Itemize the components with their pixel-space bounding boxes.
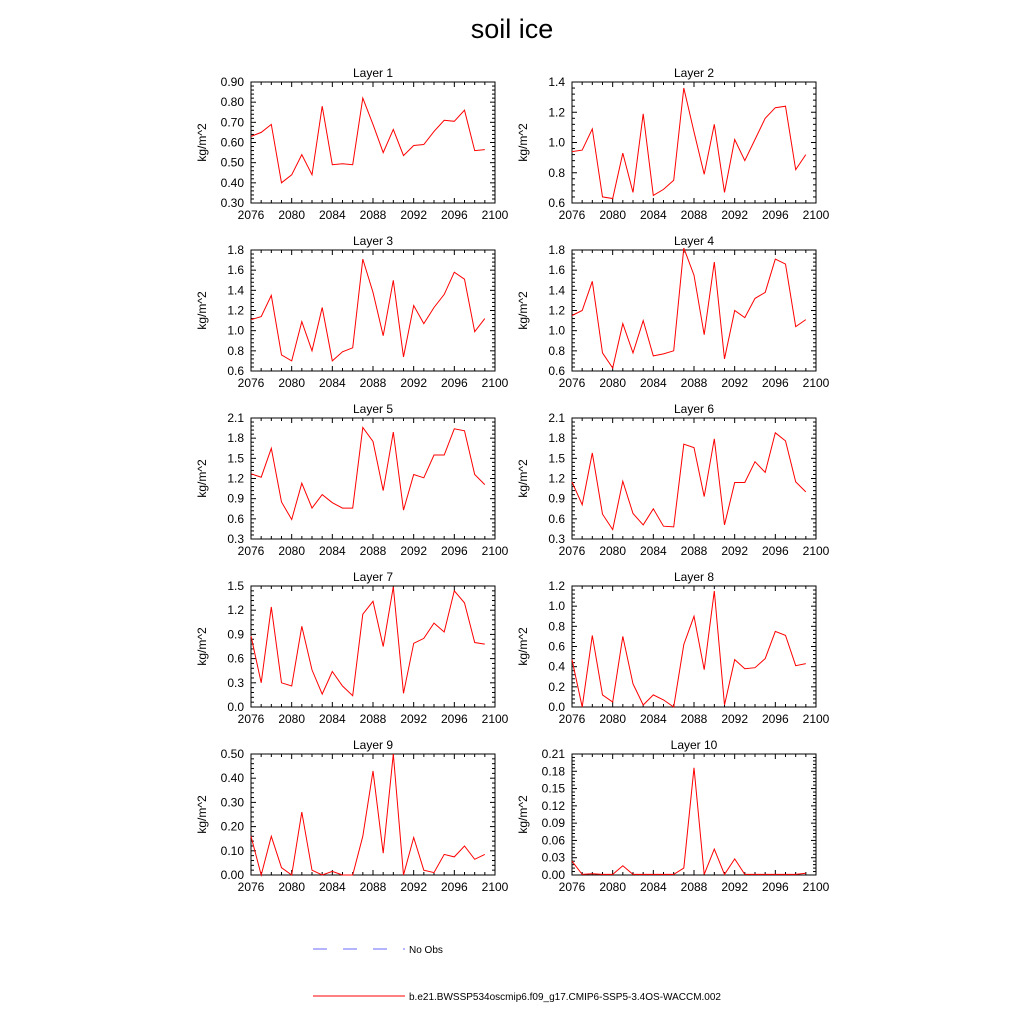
y-axis-label: kg/m^2	[516, 795, 530, 834]
y-tick-label: 0.18	[541, 764, 565, 779]
x-tick-label: 2100	[802, 208, 830, 222]
x-tick-label: 2088	[359, 376, 387, 390]
x-tick-label: 2096	[440, 544, 468, 558]
x-tick-label: 2092	[400, 712, 428, 726]
y-axis-label: kg/m^2	[195, 123, 209, 162]
series-line	[251, 98, 485, 183]
x-tick-label: 2076	[558, 376, 586, 390]
y-tick-label: 1.0	[227, 323, 244, 338]
chart-panel-4	[516, 234, 830, 390]
y-tick-label: 0.0	[227, 700, 244, 714]
x-tick-label: 2096	[761, 544, 789, 558]
y-tick-label: 0.8	[227, 343, 244, 358]
y-tick-label: 0.40	[220, 771, 244, 786]
x-tick-label: 2092	[721, 208, 749, 222]
chart-panel-9	[195, 738, 509, 894]
x-tick-label: 2092	[400, 544, 428, 558]
x-tick-label: 2084	[639, 376, 667, 390]
y-axis-label: kg/m^2	[195, 795, 209, 834]
figure-title: soil ice	[470, 14, 554, 44]
panel-title: Layer 4	[673, 234, 715, 248]
x-tick-label: 2088	[680, 376, 708, 390]
y-tick-label: 0.03	[541, 850, 565, 865]
x-tick-label: 2084	[639, 544, 667, 558]
x-tick-label: 2080	[278, 880, 306, 894]
y-tick-label: 0.3	[227, 532, 244, 546]
x-tick-label: 2100	[802, 712, 830, 726]
y-tick-label: 0.8	[548, 165, 565, 180]
y-tick-label: 0.9	[227, 491, 244, 506]
y-tick-label: 1.5	[227, 451, 244, 466]
y-tick-label: 2.1	[548, 411, 565, 425]
x-tick-label: 2092	[721, 544, 749, 558]
y-tick-label: 0.0	[548, 700, 565, 714]
y-tick-label: 1.0	[548, 599, 565, 614]
y-tick-label: 1.2	[548, 303, 565, 318]
x-tick-label: 2088	[680, 208, 708, 222]
x-tick-label: 2084	[318, 544, 346, 558]
plot-frame	[251, 586, 495, 707]
x-tick-label: 2088	[359, 880, 387, 894]
panel-title: Layer 2	[673, 66, 715, 80]
y-tick-label: 1.6	[227, 263, 244, 278]
x-tick-label: 2080	[599, 880, 627, 894]
y-tick-label: 0.12	[541, 798, 565, 813]
y-tick-label: 0.00	[541, 868, 565, 882]
x-tick-label: 2076	[558, 880, 586, 894]
panel-title: Layer 5	[352, 402, 394, 416]
y-tick-label: 0.30	[220, 795, 244, 810]
y-tick-label: 0.60	[220, 135, 244, 150]
y-tick-label: 1.2	[548, 579, 565, 593]
panel-title: Layer 7	[352, 570, 394, 584]
x-tick-label: 2080	[278, 544, 306, 558]
y-tick-label: 0.4	[548, 659, 565, 674]
y-tick-label: 2.1	[227, 411, 244, 425]
y-tick-label: 0.6	[227, 511, 244, 526]
x-tick-label: 2092	[400, 376, 428, 390]
y-tick-label: 1.8	[548, 431, 565, 446]
series-line	[251, 754, 485, 875]
y-tick-label: 1.0	[548, 323, 565, 338]
y-tick-label: 0.6	[548, 364, 565, 378]
y-tick-label: 1.5	[548, 451, 565, 466]
y-tick-label: 0.21	[541, 747, 565, 761]
y-tick-label: 1.2	[548, 471, 565, 486]
x-tick-label: 2084	[318, 712, 346, 726]
x-tick-label: 2076	[237, 376, 265, 390]
x-tick-label: 2092	[400, 208, 428, 222]
x-tick-label: 2084	[639, 208, 667, 222]
x-tick-label: 2096	[761, 208, 789, 222]
panel-title: Layer 3	[352, 234, 394, 248]
y-axis-label: kg/m^2	[516, 627, 530, 666]
x-tick-label: 2076	[237, 208, 265, 222]
plot-frame	[572, 250, 816, 371]
x-tick-label: 2084	[318, 208, 346, 222]
series-line	[251, 259, 485, 361]
y-tick-label: 0.30	[220, 196, 244, 210]
y-tick-label: 0.6	[227, 651, 244, 666]
x-tick-label: 2100	[802, 880, 830, 894]
x-tick-label: 2096	[440, 712, 468, 726]
x-tick-label: 2100	[802, 544, 830, 558]
x-tick-label: 2092	[400, 880, 428, 894]
series-line	[251, 427, 485, 519]
plot-frame	[251, 82, 495, 203]
chart-panel-6	[516, 402, 830, 558]
y-tick-label: 1.2	[227, 471, 244, 486]
x-tick-label: 2080	[278, 712, 306, 726]
x-tick-label: 2100	[481, 376, 509, 390]
y-tick-label: 1.2	[548, 105, 565, 120]
y-tick-label: 0.9	[548, 491, 565, 506]
x-tick-label: 2100	[481, 544, 509, 558]
x-tick-label: 2088	[680, 544, 708, 558]
chart-panel-8	[516, 570, 830, 726]
chart-panel-2	[516, 66, 830, 222]
x-tick-label: 2084	[318, 880, 346, 894]
x-tick-label: 2080	[599, 544, 627, 558]
y-axis-label: kg/m^2	[195, 459, 209, 498]
x-tick-label: 2096	[761, 880, 789, 894]
x-tick-label: 2076	[558, 208, 586, 222]
legend-model-label: b.e21.BWSSP534oscmip6.f09_g17.CMIP6-SSP5-3.4OS-WACCM.002	[409, 992, 721, 1003]
plot-frame	[572, 82, 816, 203]
y-tick-label: 1.4	[548, 75, 565, 89]
x-tick-label: 2096	[440, 880, 468, 894]
y-axis-label: kg/m^2	[195, 627, 209, 666]
panel-title: Layer 10	[670, 738, 718, 752]
x-tick-label: 2092	[721, 880, 749, 894]
y-tick-label: 0.15	[541, 781, 565, 796]
x-tick-label: 2088	[359, 208, 387, 222]
plot-frame	[251, 418, 495, 539]
plot-frame	[251, 250, 495, 371]
x-tick-label: 2088	[359, 544, 387, 558]
x-tick-label: 2080	[599, 376, 627, 390]
y-tick-label: 0.2	[548, 679, 565, 694]
x-tick-label: 2084	[639, 880, 667, 894]
panel-title: Layer 6	[673, 402, 715, 416]
y-tick-label: 0.70	[220, 115, 244, 130]
plot-frame	[572, 586, 816, 707]
y-tick-label: 1.2	[227, 303, 244, 318]
series-line	[572, 768, 806, 875]
x-tick-label: 2092	[721, 376, 749, 390]
legend-obs-label: No Obs	[409, 945, 443, 956]
y-tick-label: 0.6	[548, 511, 565, 526]
y-tick-label: 0.6	[227, 364, 244, 378]
y-tick-label: 0.09	[541, 816, 565, 831]
y-tick-label: 1.8	[227, 243, 244, 257]
y-tick-label: 0.6	[548, 639, 565, 654]
x-tick-label: 2096	[761, 376, 789, 390]
x-tick-label: 2076	[558, 712, 586, 726]
y-tick-label: 1.8	[227, 431, 244, 446]
y-tick-label: 0.6	[548, 196, 565, 210]
x-tick-label: 2076	[237, 880, 265, 894]
x-tick-label: 2088	[680, 880, 708, 894]
y-axis-label: kg/m^2	[516, 291, 530, 330]
y-axis-label: kg/m^2	[516, 123, 530, 162]
x-tick-label: 2084	[318, 376, 346, 390]
chart-panel-7	[195, 570, 509, 726]
x-tick-label: 2076	[237, 544, 265, 558]
chart-panel-10	[516, 738, 830, 894]
x-tick-label: 2092	[721, 712, 749, 726]
x-tick-label: 2076	[558, 544, 586, 558]
x-tick-label: 2100	[481, 208, 509, 222]
y-tick-label: 1.2	[227, 603, 244, 618]
x-tick-label: 2088	[680, 712, 708, 726]
y-tick-label: 1.8	[548, 243, 565, 257]
y-tick-label: 0.8	[548, 619, 565, 634]
y-tick-label: 1.4	[227, 283, 244, 298]
y-tick-label: 0.40	[220, 175, 244, 190]
x-tick-label: 2100	[481, 712, 509, 726]
chart-panel-3	[195, 234, 509, 390]
x-tick-label: 2100	[802, 376, 830, 390]
series-line	[251, 587, 485, 696]
panel-title: Layer 1	[352, 66, 394, 80]
series-line	[572, 88, 806, 199]
panel-title: Layer 8	[673, 570, 715, 584]
y-tick-label: 0.50	[220, 155, 244, 170]
y-tick-label: 0.8	[548, 343, 565, 358]
x-tick-label: 2080	[599, 208, 627, 222]
x-tick-label: 2100	[481, 880, 509, 894]
x-tick-label: 2096	[440, 376, 468, 390]
chart-panel-1	[195, 66, 509, 222]
y-tick-label: 0.80	[220, 95, 244, 110]
series-line	[572, 433, 806, 530]
y-tick-label: 0.00	[220, 868, 244, 882]
y-tick-label: 0.10	[220, 843, 244, 858]
x-tick-label: 2080	[278, 376, 306, 390]
y-axis-label: kg/m^2	[195, 291, 209, 330]
x-tick-label: 2080	[599, 712, 627, 726]
x-tick-label: 2084	[639, 712, 667, 726]
y-tick-label: 1.5	[227, 579, 244, 593]
y-tick-label: 1.4	[548, 283, 565, 298]
series-line	[572, 248, 806, 368]
y-tick-label: 0.9	[227, 627, 244, 642]
x-tick-label: 2076	[237, 712, 265, 726]
x-tick-label: 2096	[761, 712, 789, 726]
y-tick-label: 1.6	[548, 263, 565, 278]
y-tick-label: 0.50	[220, 747, 244, 761]
x-tick-label: 2080	[278, 208, 306, 222]
x-tick-label: 2096	[440, 208, 468, 222]
chart-panel-5	[195, 402, 509, 558]
series-line	[572, 591, 806, 707]
panel-title: Layer 9	[352, 738, 394, 752]
y-tick-label: 0.06	[541, 833, 565, 848]
y-tick-label: 0.3	[227, 675, 244, 690]
y-axis-label: kg/m^2	[516, 459, 530, 498]
y-tick-label: 0.90	[220, 75, 244, 89]
y-tick-label: 0.20	[220, 819, 244, 834]
y-tick-label: 0.3	[548, 532, 565, 546]
x-tick-label: 2088	[359, 712, 387, 726]
y-tick-label: 1.0	[548, 135, 565, 150]
